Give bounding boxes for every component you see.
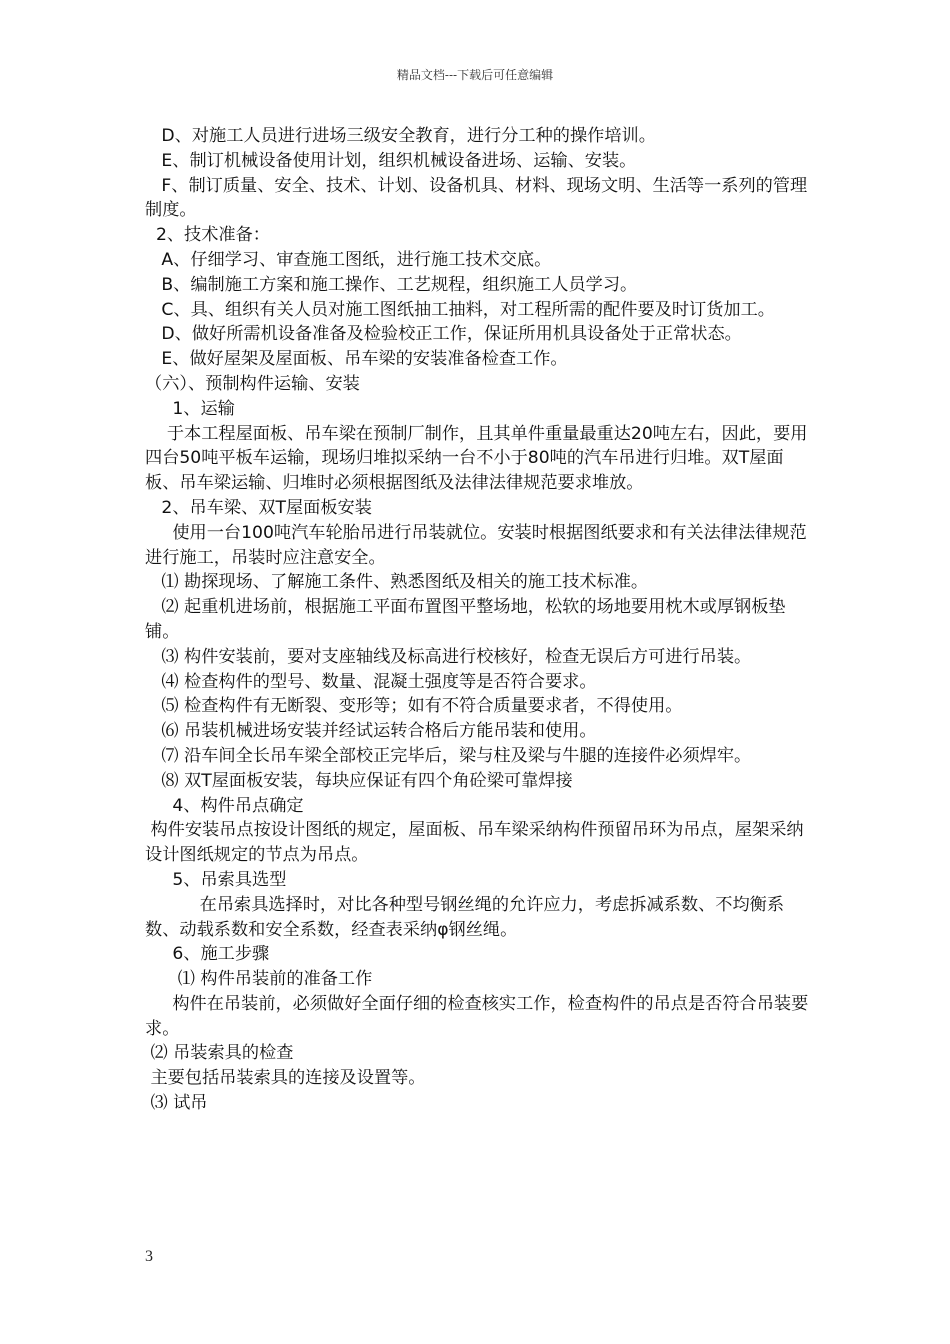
paragraph: E、制订机械设备使用计划，组织机械设备进场、运输、安装。 <box>145 150 637 171</box>
paragraph: 构件在吊装前，必须做好全面仔细的检查核实工作，检查构件的吊点是否符合吊装要求。 <box>145 993 809 1039</box>
paragraph: ⑺ 沿车间全长吊车梁全部校正完毕后，梁与柱及梁与牛腿的连接件必须焊牢。 <box>145 745 752 766</box>
paragraph: 2、技术准备： <box>145 225 270 246</box>
paragraph: E、做好屋架及屋面板、吊车梁的安装准备检查工作。 <box>145 349 568 370</box>
paragraph: D、对施工人员进行进场三级安全教育，进行分工种的操作培训。 <box>145 126 656 146</box>
paragraph: ⑶ 试吊 <box>145 1093 208 1114</box>
paragraph: 使用一台100吨汽车轮胎吊进行吊装就位。安装时根据图纸要求和有关法律法律规范进行施工，吊装时应注意安全。 <box>145 522 807 568</box>
paragraph: F、制订质量、安全、技术、计划、设备机具、材料、现场文明、生活等一系列的管理制度。 <box>145 175 808 221</box>
paragraph: 主要包括吊装索具的连接及设置等。 <box>145 1068 426 1089</box>
paragraph: 于本工程屋面板、吊车梁在预制厂制作，且其单件重量最重达20吨左右，因此，要用四台50吨平板车运输，现场归堆拟采纳一台不小于80吨的汽车吊进行归堆。双T屋面板、吊车梁运输、归堆时必须根据图纸及法律法律规范要求堆放。 <box>145 423 808 494</box>
paragraph: 6、施工步骤 <box>145 944 270 965</box>
paragraph: （六）、预制构件运输、安装 <box>145 373 360 394</box>
body-text <box>145 124 817 1116</box>
paragraph: D、做好所需机设备准备及检验校正工作，保证所用机具设备处于正常状态。 <box>145 324 742 345</box>
paragraph: B、编制施工方案和施工操作、工艺规程，组织施工人员学习。 <box>145 274 638 295</box>
paragraph: 构件安装吊点按设计图纸的规定，屋面板、吊车梁采纳构件预留吊环为吊点，屋架采纳设计图纸规定的节点为吊点。 <box>145 820 804 866</box>
paragraph: ⑷ 检查构件的型号、数量、混凝土强度等是否符合要求。 <box>145 671 597 692</box>
paragraph: ⑻ 双T屋面板安装，每块应保证有四个角砼梁可靠焊接 <box>145 770 573 791</box>
paragraph: ⑵ 吊装索具的检查 <box>145 1043 294 1064</box>
page-number: 3 <box>145 1248 153 1265</box>
paragraph: ⑴ 构件吊装前的准备工作 <box>145 969 373 990</box>
paragraph: 5、吊索具选型 <box>145 869 287 890</box>
paragraph: ⑴ 勘探现场、了解施工条件、熟悉图纸及相关的施工技术标准。 <box>145 572 649 593</box>
paragraph: ⑹ 吊装机械进场安装并经试运转合格后方能吊装和使用。 <box>145 721 597 742</box>
paragraph: 4、构件吊点确定 <box>145 795 304 816</box>
paragraph: ⑸ 检查构件有无断裂、变形等；如有不符合质量要求者，不得使用。 <box>145 696 683 717</box>
paragraph: C、具、组织有关人员对施工图纸抽工抽料，对工程所需的配件要及时订货加工。 <box>145 299 775 320</box>
paragraph: ⑵ 起重机进场前，根据施工平面布置图平整场地，松软的场地要用枕木或厚钢板垫铺。 <box>145 597 786 642</box>
paragraph: A、仔细学习、审查施工图纸，进行施工技术交底。 <box>145 249 552 270</box>
page-header: 精品文档---下载后可任意编辑 <box>396 68 554 82</box>
paragraph: 在吊索具选择时，对比各种型号钢丝绳的允许应力，考虑拆减系数、不均衡系数、动载系数和安全系数，经查表采纳φ钢丝绳。 <box>145 894 785 940</box>
paragraph: 2、吊车梁、双T屋面板安装 <box>145 497 372 518</box>
paragraph: 1、运输 <box>145 398 235 419</box>
paragraph: ⑶ 构件安装前，要对支座轴线及标高进行校核好，检查无误后方可进行吊装。 <box>145 646 752 667</box>
